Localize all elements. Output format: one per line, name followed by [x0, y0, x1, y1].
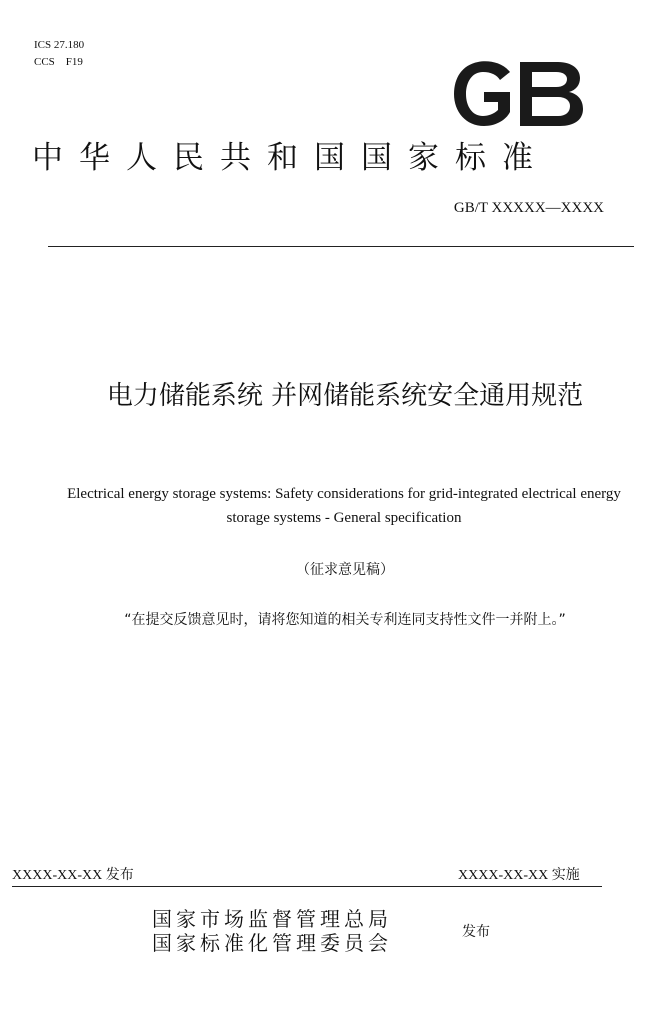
standard-number: GB/T XXXXX—XXXX	[453, 200, 604, 216]
footer-divider	[12, 886, 602, 887]
patent-notice: “在提交反馈意见时，请将您知道的相关专利连同支持性文件一并附上。”	[124, 612, 566, 628]
issuing-org-sac: 国家标准化管理委员会	[152, 933, 392, 955]
draft-status: （征求意见稿）	[296, 562, 394, 578]
ics-code: ICS 27.180	[34, 39, 85, 51]
national-standard-title: 中华人民共和国国家标准	[32, 140, 549, 175]
document-title-en: Electrical energy storage systems: Safety considerations for grid-integrated electrical energy storage systems - General specification	[67, 486, 621, 526]
header-divider	[48, 246, 634, 247]
document-title-cn: 电力储能系统 并网储能系统安全通用规范	[106, 381, 584, 411]
gb-logo	[448, 58, 586, 130]
implementation-date: XXXX-XX-XX 实施	[458, 868, 580, 883]
issue-date: XXXX-XX-XX 发布	[12, 868, 134, 883]
gb-logo-b-letter	[520, 62, 583, 126]
gb-logo-g-letter	[454, 61, 510, 126]
publish-label: 发布	[462, 924, 490, 940]
issuing-org-samr: 国家市场监督管理总局	[152, 909, 392, 931]
ccs-code: CCS F19	[34, 56, 83, 68]
